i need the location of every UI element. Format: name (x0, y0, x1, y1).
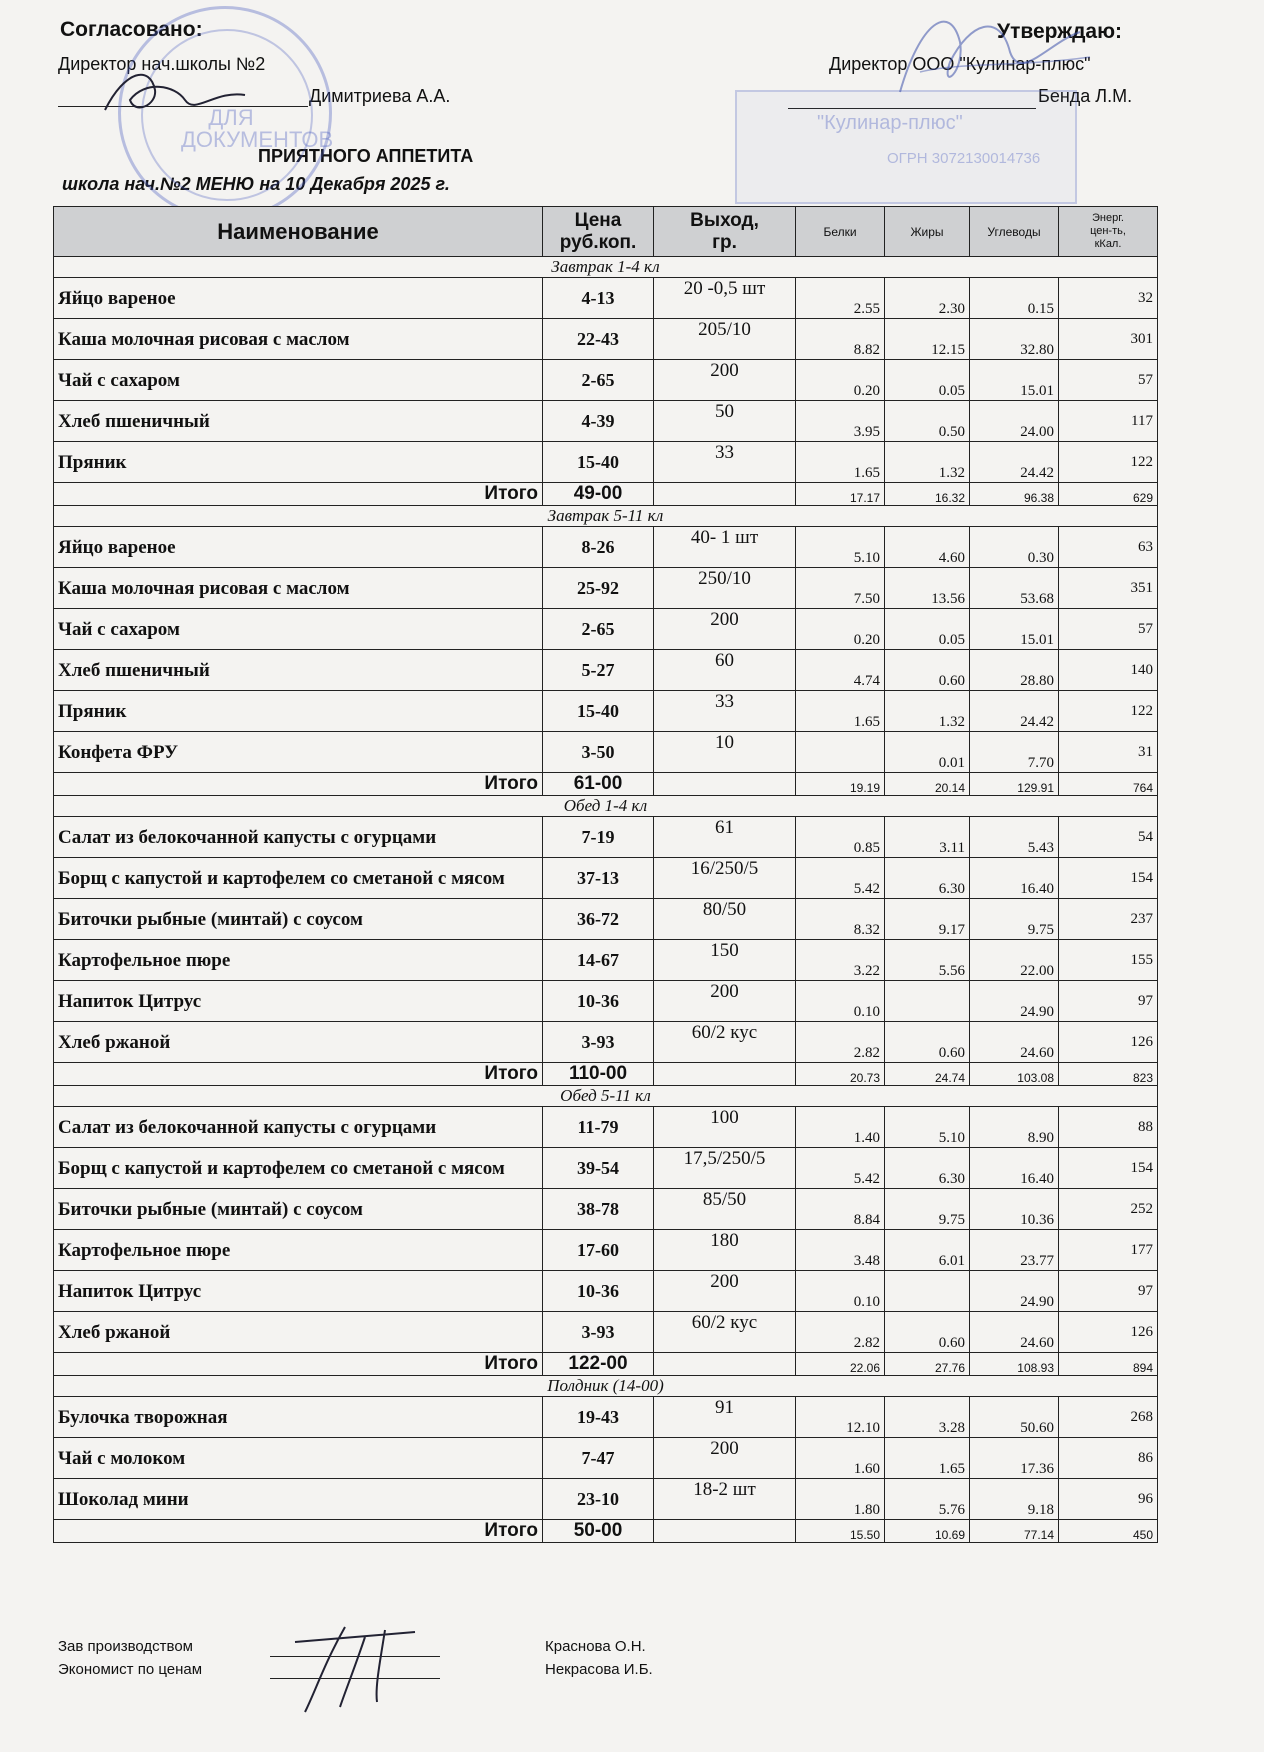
dish-protein: 12.10 (796, 1397, 885, 1438)
dish-output: 180 (654, 1230, 796, 1271)
dish-output: 200 (654, 1271, 796, 1312)
dish-output: 200 (654, 360, 796, 401)
dish-carbs: 15.01 (970, 360, 1059, 401)
dish-fat: 13.56 (885, 568, 970, 609)
total-price: 49-00 (543, 483, 654, 506)
dish-carbs: 24.60 (970, 1022, 1059, 1063)
agreed-signature (95, 60, 255, 130)
approve-position: Директор ООО "Кулинар-плюс" (829, 54, 1091, 74)
total-row (54, 1520, 1158, 1543)
dish-carbs: 0.30 (970, 527, 1059, 568)
dish-output: 60 (654, 650, 796, 691)
dish-energy: 31 (1059, 732, 1158, 773)
table-row (54, 1230, 1158, 1271)
dish-price: 10-36 (543, 1271, 654, 1312)
dish-energy: 32 (1059, 278, 1158, 319)
dish-protein: 3.48 (796, 1230, 885, 1271)
table-row (54, 1438, 1158, 1479)
dish-price: 3-93 (543, 1022, 654, 1063)
dish-price: 7-47 (543, 1438, 654, 1479)
table-row (54, 981, 1158, 1022)
dish-name: Борщ с капустой и картофелем со сметаной с мясом (54, 1148, 543, 1189)
dish-name: Салат из белокочанной капусты с огурцами (54, 817, 543, 858)
dish-energy: 97 (1059, 1271, 1158, 1312)
dish-name: Конфета ФРУ (54, 732, 543, 773)
dish-carbs: 9.75 (970, 899, 1059, 940)
dish-fat: 3.11 (885, 817, 970, 858)
footer-name-production: Краснова О.Н. (545, 1638, 646, 1655)
dish-protein: 7.50 (796, 568, 885, 609)
total-row (54, 483, 1158, 506)
dish-name: Салат из белокочанной капусты с огурцами (54, 1107, 543, 1148)
dish-energy: 63 (1059, 527, 1158, 568)
dish-output: 250/10 (654, 568, 796, 609)
dish-output: 100 (654, 1107, 796, 1148)
table-row (54, 650, 1158, 691)
dish-energy: 140 (1059, 650, 1158, 691)
dish-protein: 2.55 (796, 278, 885, 319)
dish-fat: 6.01 (885, 1230, 970, 1271)
dish-carbs: 17.36 (970, 1438, 1059, 1479)
footer-role-production: Зав производством (58, 1638, 193, 1655)
dish-name: Чай с молоком (54, 1438, 543, 1479)
dish-name: Чай с сахаром (54, 609, 543, 650)
total-row (54, 773, 1158, 796)
dish-carbs: 23.77 (970, 1230, 1059, 1271)
dish-carbs: 24.00 (970, 401, 1059, 442)
dish-output: 85/50 (654, 1189, 796, 1230)
total-fat: 10.69 (885, 1520, 970, 1543)
dish-price: 37-13 (543, 858, 654, 899)
dish-name: Биточки рыбные (минтай) с соусом (54, 899, 543, 940)
dish-fat: 0.60 (885, 650, 970, 691)
dish-energy: 252 (1059, 1189, 1158, 1230)
col-protein-header: Белки (796, 207, 885, 257)
dish-carbs: 24.90 (970, 1271, 1059, 1312)
table-row (54, 568, 1158, 609)
dish-protein: 5.42 (796, 1148, 885, 1189)
approve-signature (880, 2, 1110, 122)
total-label: Итого (54, 483, 543, 506)
dish-energy: 96 (1059, 1479, 1158, 1520)
table-row (54, 360, 1158, 401)
dish-energy: 126 (1059, 1312, 1158, 1353)
dish-energy: 177 (1059, 1230, 1158, 1271)
section-header-row (54, 1376, 1158, 1397)
dish-fat: 6.30 (885, 858, 970, 899)
dish-energy: 268 (1059, 1397, 1158, 1438)
dish-energy: 122 (1059, 442, 1158, 483)
dish-price: 4-39 (543, 401, 654, 442)
total-price: 50-00 (543, 1520, 654, 1543)
agreed-position: Директор нач.школы №2 (58, 54, 266, 74)
dish-carbs: 50.60 (970, 1397, 1059, 1438)
company-stamp-ogrn: ОГРН 3072130014736 (887, 150, 1041, 167)
dish-output: 80/50 (654, 899, 796, 940)
section-header-row (54, 506, 1158, 527)
dish-protein: 5.10 (796, 527, 885, 568)
dish-energy: 54 (1059, 817, 1158, 858)
dish-output: 61 (654, 817, 796, 858)
approve-name: Бенда Л.М. (1038, 86, 1133, 106)
dish-fat: 5.10 (885, 1107, 970, 1148)
dish-energy: 237 (1059, 899, 1158, 940)
agreed-name: Димитриева А.А. (309, 86, 451, 106)
dish-price: 38-78 (543, 1189, 654, 1230)
dish-name: Хлеб пшеничный (54, 650, 543, 691)
table-row (54, 858, 1158, 899)
table-row (54, 899, 1158, 940)
dish-energy: 351 (1059, 568, 1158, 609)
dish-protein: 1.65 (796, 691, 885, 732)
table-row (54, 1479, 1158, 1520)
dish-output: 205/10 (654, 319, 796, 360)
approve-title: Утверждаю: (997, 20, 1123, 43)
section-header-row (54, 796, 1158, 817)
table-row (54, 1397, 1158, 1438)
dish-protein: 5.42 (796, 858, 885, 899)
dish-carbs: 28.80 (970, 650, 1059, 691)
dish-output: 200 (654, 981, 796, 1022)
dish-output: 150 (654, 940, 796, 981)
dish-name: Шоколад мини (54, 1479, 543, 1520)
dish-carbs: 24.42 (970, 691, 1059, 732)
table-row (54, 691, 1158, 732)
dish-price: 39-54 (543, 1148, 654, 1189)
dish-price: 25-92 (543, 568, 654, 609)
dish-carbs: 22.00 (970, 940, 1059, 981)
footer-role-economist: Экономист по ценам (58, 1661, 203, 1678)
dish-protein: 8.32 (796, 899, 885, 940)
dish-name: Борщ с капустой и картофелем со сметаной с мясом (54, 858, 543, 899)
dish-output: 40- 1 шт (654, 527, 796, 568)
dish-name: Напиток Цитрус (54, 1271, 543, 1312)
dish-output: 200 (654, 1438, 796, 1479)
total-carbs: 108.93 (970, 1353, 1059, 1376)
total-price: 122-00 (543, 1353, 654, 1376)
total-fat: 24.74 (885, 1063, 970, 1086)
dish-fat: 6.30 (885, 1148, 970, 1189)
dish-energy: 155 (1059, 940, 1158, 981)
table-row (54, 401, 1158, 442)
dish-price: 3-50 (543, 732, 654, 773)
total-energy: 894 (1059, 1353, 1158, 1376)
dish-fat: 12.15 (885, 319, 970, 360)
dish-fat (885, 981, 970, 1022)
section-title: Обед 5-11 кл (54, 1086, 1158, 1107)
total-carbs: 129.91 (970, 773, 1059, 796)
dish-protein: 0.20 (796, 360, 885, 401)
dish-carbs: 7.70 (970, 732, 1059, 773)
dish-name: Булочка творожная (54, 1397, 543, 1438)
dish-output: 17,5/250/5 (654, 1148, 796, 1189)
dish-fat: 0.05 (885, 609, 970, 650)
dish-name: Биточки рыбные (минтай) с соусом (54, 1189, 543, 1230)
dish-output: 33 (654, 442, 796, 483)
total-protein: 15.50 (796, 1520, 885, 1543)
dish-energy: 154 (1059, 1148, 1158, 1189)
dish-name: Каша молочная рисовая с маслом (54, 319, 543, 360)
dish-name: Картофельное пюре (54, 940, 543, 981)
dish-price: 19-43 (543, 1397, 654, 1438)
table-row (54, 732, 1158, 773)
dish-price: 14-67 (543, 940, 654, 981)
dish-price: 5-27 (543, 650, 654, 691)
page-subtitle: школа нач.№2 МЕНЮ на 10 Декабря 2025 г. (62, 174, 450, 194)
total-label: Итого (54, 1063, 543, 1086)
dish-name: Чай с сахаром (54, 360, 543, 401)
dish-protein: 3.95 (796, 401, 885, 442)
dish-protein: 8.82 (796, 319, 885, 360)
dish-protein: 1.65 (796, 442, 885, 483)
dish-energy: 57 (1059, 360, 1158, 401)
dish-price: 7-19 (543, 817, 654, 858)
table-row (54, 1148, 1158, 1189)
agreed-title: Согласовано: (60, 18, 203, 41)
section-title: Обед 1-4 кл (54, 796, 1158, 817)
col-fat-header: Жиры (885, 207, 970, 257)
dish-name: Яйцо вареное (54, 527, 543, 568)
dish-output: 33 (654, 691, 796, 732)
dish-fat: 0.50 (885, 401, 970, 442)
dish-fat: 0.01 (885, 732, 970, 773)
table-row (54, 319, 1158, 360)
col-name-header: Наименование (54, 207, 543, 257)
dish-energy: 88 (1059, 1107, 1158, 1148)
footer-signature (285, 1612, 425, 1722)
col-output-header: Выход, гр. (654, 207, 796, 257)
footer-name-economist: Некрасова И.Б. (545, 1661, 653, 1678)
dish-price: 15-40 (543, 691, 654, 732)
col-carbs-header: Углеводы (970, 207, 1059, 257)
section-header-row (54, 1086, 1158, 1107)
table-row (54, 1189, 1158, 1230)
dish-carbs: 53.68 (970, 568, 1059, 609)
dish-protein: 1.60 (796, 1438, 885, 1479)
total-protein: 19.19 (796, 773, 885, 796)
table-row (54, 1271, 1158, 1312)
total-output-empty (654, 483, 796, 506)
dish-output: 200 (654, 609, 796, 650)
total-protein: 20.73 (796, 1063, 885, 1086)
dish-carbs: 32.80 (970, 319, 1059, 360)
dish-protein (796, 732, 885, 773)
dish-fat: 9.75 (885, 1189, 970, 1230)
menu-body (54, 257, 1158, 1543)
school-stamp-text: ДЛЯ ДОКУМЕНТОВ (181, 105, 334, 152)
total-output-empty (654, 1063, 796, 1086)
total-carbs: 77.14 (970, 1520, 1059, 1543)
dish-protein: 4.74 (796, 650, 885, 691)
total-output-empty (654, 1353, 796, 1376)
total-row (54, 1063, 1158, 1086)
dish-fat: 4.60 (885, 527, 970, 568)
total-row (54, 1353, 1158, 1376)
table-row (54, 817, 1158, 858)
total-fat: 20.14 (885, 773, 970, 796)
dish-protein: 2.82 (796, 1022, 885, 1063)
dish-price: 4-13 (543, 278, 654, 319)
dish-fat: 0.05 (885, 360, 970, 401)
dish-price: 10-36 (543, 981, 654, 1022)
dish-name: Пряник (54, 691, 543, 732)
total-fat: 16.32 (885, 483, 970, 506)
dish-name: Пряник (54, 442, 543, 483)
total-energy: 823 (1059, 1063, 1158, 1086)
dish-fat: 1.65 (885, 1438, 970, 1479)
dish-price: 36-72 (543, 899, 654, 940)
dish-output: 60/2 кус (654, 1022, 796, 1063)
menu-table (53, 206, 1158, 1543)
total-price: 61-00 (543, 773, 654, 796)
total-protein: 17.17 (796, 483, 885, 506)
total-fat: 27.76 (885, 1353, 970, 1376)
dish-name: Хлеб ржаной (54, 1022, 543, 1063)
dish-energy: 126 (1059, 1022, 1158, 1063)
table-header-row (54, 207, 1158, 257)
dish-carbs: 24.60 (970, 1312, 1059, 1353)
table-row (54, 940, 1158, 981)
total-output-empty (654, 773, 796, 796)
dish-output: 10 (654, 732, 796, 773)
total-label: Итого (54, 1353, 543, 1376)
table-row (54, 442, 1158, 483)
dish-price: 23-10 (543, 1479, 654, 1520)
dish-carbs: 8.90 (970, 1107, 1059, 1148)
dish-protein: 1.40 (796, 1107, 885, 1148)
dish-price: 3-93 (543, 1312, 654, 1353)
col-energy-header: Энерг. цен-ть, кКал. (1059, 207, 1158, 257)
dish-protein: 8.84 (796, 1189, 885, 1230)
page-title: ПРИЯТНОГО АППЕТИТА (258, 146, 474, 166)
dish-carbs: 24.90 (970, 981, 1059, 1022)
dish-output: 18-2 шт (654, 1479, 796, 1520)
table-row (54, 609, 1158, 650)
section-header-row (54, 257, 1158, 278)
dish-price: 2-65 (543, 360, 654, 401)
total-energy: 629 (1059, 483, 1158, 506)
dish-name: Яйцо вареное (54, 278, 543, 319)
dish-fat: 0.60 (885, 1022, 970, 1063)
dish-name: Каша молочная рисовая с маслом (54, 568, 543, 609)
dish-fat: 9.17 (885, 899, 970, 940)
dish-carbs: 10.36 (970, 1189, 1059, 1230)
total-carbs: 103.08 (970, 1063, 1059, 1086)
dish-price: 15-40 (543, 442, 654, 483)
dish-price: 17-60 (543, 1230, 654, 1271)
dish-carbs: 16.40 (970, 858, 1059, 899)
dish-carbs: 15.01 (970, 609, 1059, 650)
col-price-header: Цена руб.коп. (543, 207, 654, 257)
dish-output: 91 (654, 1397, 796, 1438)
dish-energy: 57 (1059, 609, 1158, 650)
table-row (54, 278, 1158, 319)
dish-carbs: 16.40 (970, 1148, 1059, 1189)
dish-fat: 5.76 (885, 1479, 970, 1520)
dish-carbs: 5.43 (970, 817, 1059, 858)
dish-output: 20 -0,5 шт (654, 278, 796, 319)
dish-fat (885, 1271, 970, 1312)
dish-protein: 2.82 (796, 1312, 885, 1353)
dish-name: Хлеб пшеничный (54, 401, 543, 442)
total-energy: 450 (1059, 1520, 1158, 1543)
dish-protein: 0.10 (796, 981, 885, 1022)
table-row (54, 1312, 1158, 1353)
dish-name: Хлеб ржаной (54, 1312, 543, 1353)
table-row (54, 527, 1158, 568)
dish-energy: 117 (1059, 401, 1158, 442)
dish-protein: 1.80 (796, 1479, 885, 1520)
dish-name: Напиток Цитрус (54, 981, 543, 1022)
dish-energy: 154 (1059, 858, 1158, 899)
dish-fat: 1.32 (885, 691, 970, 732)
dish-protein: 0.10 (796, 1271, 885, 1312)
dish-energy: 86 (1059, 1438, 1158, 1479)
total-energy: 764 (1059, 773, 1158, 796)
total-label: Итого (54, 773, 543, 796)
dish-price: 11-79 (543, 1107, 654, 1148)
dish-protein: 0.20 (796, 609, 885, 650)
dish-price: 2-65 (543, 609, 654, 650)
dish-output: 60/2 кус (654, 1312, 796, 1353)
total-protein: 22.06 (796, 1353, 885, 1376)
dish-price: 22-43 (543, 319, 654, 360)
dish-name: Картофельное пюре (54, 1230, 543, 1271)
dish-carbs: 9.18 (970, 1479, 1059, 1520)
dish-protein: 3.22 (796, 940, 885, 981)
dish-fat: 0.60 (885, 1312, 970, 1353)
dish-price: 8-26 (543, 527, 654, 568)
dish-output: 50 (654, 401, 796, 442)
dish-fat: 3.28 (885, 1397, 970, 1438)
dish-energy: 301 (1059, 319, 1158, 360)
dish-output: 16/250/5 (654, 858, 796, 899)
total-price: 110-00 (543, 1063, 654, 1086)
dish-fat: 1.32 (885, 442, 970, 483)
dish-carbs: 0.15 (970, 278, 1059, 319)
dish-protein: 0.85 (796, 817, 885, 858)
dish-energy: 122 (1059, 691, 1158, 732)
table-row (54, 1022, 1158, 1063)
section-title: Полдник (14-00) (54, 1376, 1158, 1397)
dish-fat: 5.56 (885, 940, 970, 981)
company-stamp-text: "Кулинар-плюс" (817, 112, 963, 134)
table-row (54, 1107, 1158, 1148)
dish-fat: 2.30 (885, 278, 970, 319)
dish-carbs: 24.42 (970, 442, 1059, 483)
total-carbs: 96.38 (970, 483, 1059, 506)
total-output-empty (654, 1520, 796, 1543)
section-title: Завтрак 5-11 кл (54, 506, 1158, 527)
dish-energy: 97 (1059, 981, 1158, 1022)
section-title: Завтрак 1-4 кл (54, 257, 1158, 278)
total-label: Итого (54, 1520, 543, 1543)
